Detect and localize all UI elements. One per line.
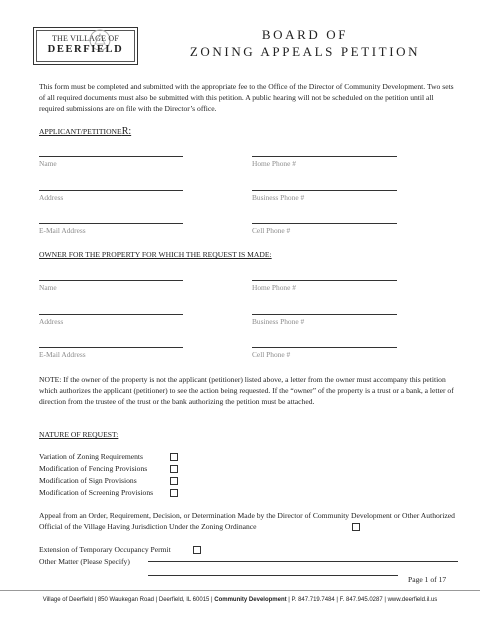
owner-business-phone-line[interactable] xyxy=(252,314,397,315)
owner-heading: OWNER FOR THE PROPERTY FOR WHICH THE REQUEST IS MADE: xyxy=(39,250,272,259)
applicant-cell-phone-line[interactable] xyxy=(252,223,397,224)
other-matter-line-2[interactable] xyxy=(148,575,398,576)
option-screening-label: Modification of Screening Provisions xyxy=(39,488,154,497)
village-logo xyxy=(33,27,138,65)
appeal-option-label: Appeal from an Order, Requirement, Decision, or Determination Made by the Director of Community Development or Other Authorized Official of the Village Having Jurisdiction Under the Zoning Ordinance xyxy=(39,511,455,531)
applicant-name-label: Name xyxy=(39,159,57,168)
owner-business-phone-label: Business Phone # xyxy=(252,317,305,326)
extension-option-label: Extension of Temporary Occupancy Permit xyxy=(39,545,171,554)
applicant-heading xyxy=(39,126,131,137)
owner-cell-phone-line[interactable] xyxy=(252,347,397,348)
owner-email-label: E-Mail Address xyxy=(39,350,86,359)
option-variation-label: Variation of Zoning Requirements xyxy=(39,452,143,461)
footer-divider xyxy=(0,590,480,591)
owner-note-paragraph: NOTE: If the owner of the property is not the applicant (petitioner) listed above, a letter from the owner must accompany this petition which authorizes the applicant (petitioner) to see the action being requested. If the “owner” of the property is a trust or a bank, a letter of direction from the trustee of the trust or the bank authorizing the petition must be attached. xyxy=(39,375,454,406)
extension-option-checkbox[interactable] xyxy=(193,546,201,554)
applicant-business-phone-line[interactable] xyxy=(252,190,397,191)
applicant-home-phone-line[interactable] xyxy=(252,156,397,157)
applicant-address-label: Address xyxy=(39,193,64,202)
applicant-heading-main: APPLICANT/PETITIONE xyxy=(39,127,122,136)
owner-name-label: Name xyxy=(39,283,57,292)
page-number: Page 1 of 17 xyxy=(408,575,447,584)
intro-paragraph: This form must be completed and submitted with the appropriate fee to the Office of the Director of Community Development. Two sets of all required documents must also be submitted with this petition. A public hearing will not be scheduled on the petition until all required submissions are on file with the Director’s office. xyxy=(39,82,454,113)
applicant-email-label: E-Mail Address xyxy=(39,226,86,235)
applicant-address-line[interactable] xyxy=(39,190,183,191)
form-title-line-2: ZONING APPEALS PETITION xyxy=(189,44,421,59)
owner-home-phone-line[interactable] xyxy=(252,280,397,281)
option-fencing-checkbox[interactable] xyxy=(170,465,178,473)
owner-address-label: Address xyxy=(39,317,64,326)
footer-contact xyxy=(0,597,480,603)
logo-line-1: THE VILLAGE OF xyxy=(51,34,120,43)
option-sign-label: Modification of Sign Provisions xyxy=(39,476,137,485)
nature-heading: NATURE OF REQUEST: xyxy=(39,430,119,439)
applicant-business-phone-label: Business Phone # xyxy=(252,193,305,202)
footer-address: Village of Deerfield | 850 Waukegan Road | Deerfield, IL 60015 | xyxy=(42,597,215,603)
option-screening-checkbox[interactable] xyxy=(170,489,178,497)
option-fencing-label: Modification of Fencing Provisions xyxy=(39,464,148,473)
owner-cell-phone-label: Cell Phone # xyxy=(252,350,291,359)
option-variation-checkbox[interactable] xyxy=(170,453,178,461)
footer-department: Community Development xyxy=(214,597,287,603)
applicant-home-phone-label: Home Phone # xyxy=(252,159,296,168)
other-matter-label: Other Matter (Please Specify) xyxy=(39,557,130,566)
form-title-line-1: BOARD OF xyxy=(261,27,349,42)
option-sign-checkbox[interactable] xyxy=(170,477,178,485)
owner-email-line[interactable] xyxy=(39,347,183,348)
footer-phone-web: | P. 847.719.7484 | F. 847.945.0287 | www.deerfield.il.us xyxy=(286,597,438,603)
owner-name-line[interactable] xyxy=(39,280,183,281)
applicant-cell-phone-label: Cell Phone # xyxy=(252,226,291,235)
logo-line-2: DEERFIELD xyxy=(47,44,124,55)
applicant-heading-tail: R: xyxy=(121,126,132,137)
other-matter-line-1[interactable] xyxy=(148,561,458,562)
applicant-email-line[interactable] xyxy=(39,223,183,224)
applicant-name-line[interactable] xyxy=(39,156,183,157)
owner-home-phone-label: Home Phone # xyxy=(252,283,296,292)
owner-address-line[interactable] xyxy=(39,314,183,315)
appeal-option-checkbox[interactable] xyxy=(352,523,360,531)
